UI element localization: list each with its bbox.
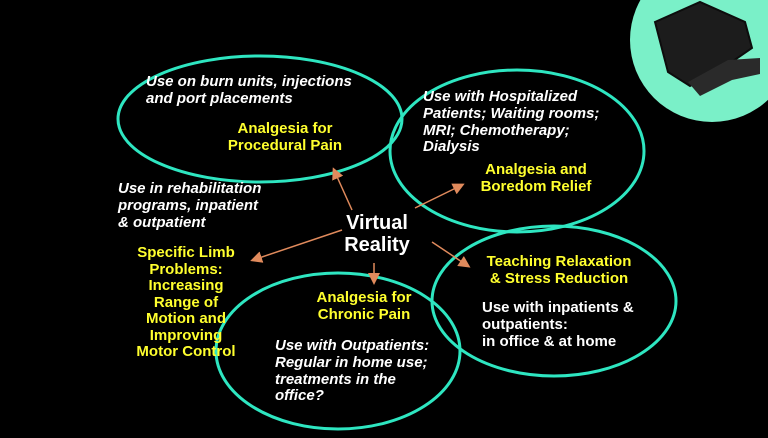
relaxation-detail	[482, 300, 634, 350]
detail-line: Use with Outpatients:	[275, 337, 430, 354]
heading-line: Chronic Pain	[317, 305, 411, 323]
heading-line: Teaching Relaxation	[486, 253, 632, 270]
limb-heading	[126, 245, 246, 361]
heading-line: Range of	[153, 293, 219, 311]
center-title-line: Reality	[344, 234, 410, 256]
arrow-to-limb	[253, 230, 342, 260]
arrow-to-boredom	[415, 185, 462, 208]
detail-line: Dialysis	[423, 138, 480, 156]
detail-line: programs, inpatient	[118, 196, 259, 214]
center-title	[333, 212, 421, 256]
limb-detail	[118, 181, 261, 231]
heading-line: Problems:	[149, 260, 223, 278]
chronic-heading	[298, 290, 430, 324]
detail-line: Use on burn units, injections	[146, 73, 352, 90]
detail-line: office?	[275, 387, 324, 405]
boredom-detail	[423, 89, 599, 156]
heading-line: Procedural Pain	[227, 136, 343, 154]
detail-line: in office & at home	[482, 332, 617, 350]
heading-line: Specific Limb	[137, 244, 235, 261]
arrow-to-procedural	[334, 170, 352, 210]
detail-line: Use with Hospitalized	[423, 88, 578, 105]
heading-line: Analgesia and	[485, 161, 587, 178]
detail-line: Regular in home use;	[275, 353, 428, 371]
heading-line: Increasing	[148, 277, 224, 294]
heading-line: & Stress Reduction	[489, 269, 629, 287]
vr-headset-icon	[630, 0, 768, 122]
detail-line: treatments in the	[275, 370, 396, 388]
detail-line: outpatients:	[482, 315, 568, 333]
center-title-line: Virtual	[346, 212, 408, 234]
boredom-heading	[461, 162, 611, 196]
detail-line: MRI; Chemotherapy;	[423, 121, 570, 139]
detail-line: and port placements	[146, 89, 293, 107]
procedural-detail	[146, 74, 352, 108]
detail-line: Patients; Waiting rooms;	[423, 104, 600, 122]
heading-line: Motion and	[146, 310, 226, 327]
heading-line: Motor Control	[136, 343, 236, 360]
heading-line: Analgesia for	[237, 120, 333, 137]
heading-line: Boredom Relief	[480, 177, 592, 195]
heading-line: Improving	[149, 326, 223, 344]
detail-line: Use in rehabilitation	[118, 180, 262, 197]
relaxation-heading	[476, 254, 642, 288]
detail-line: Use with inpatients &	[482, 299, 634, 316]
chronic-detail	[275, 338, 429, 405]
detail-line: & outpatient	[118, 213, 206, 231]
procedural-heading	[205, 121, 365, 155]
heading-line: Analgesia for	[316, 289, 412, 306]
